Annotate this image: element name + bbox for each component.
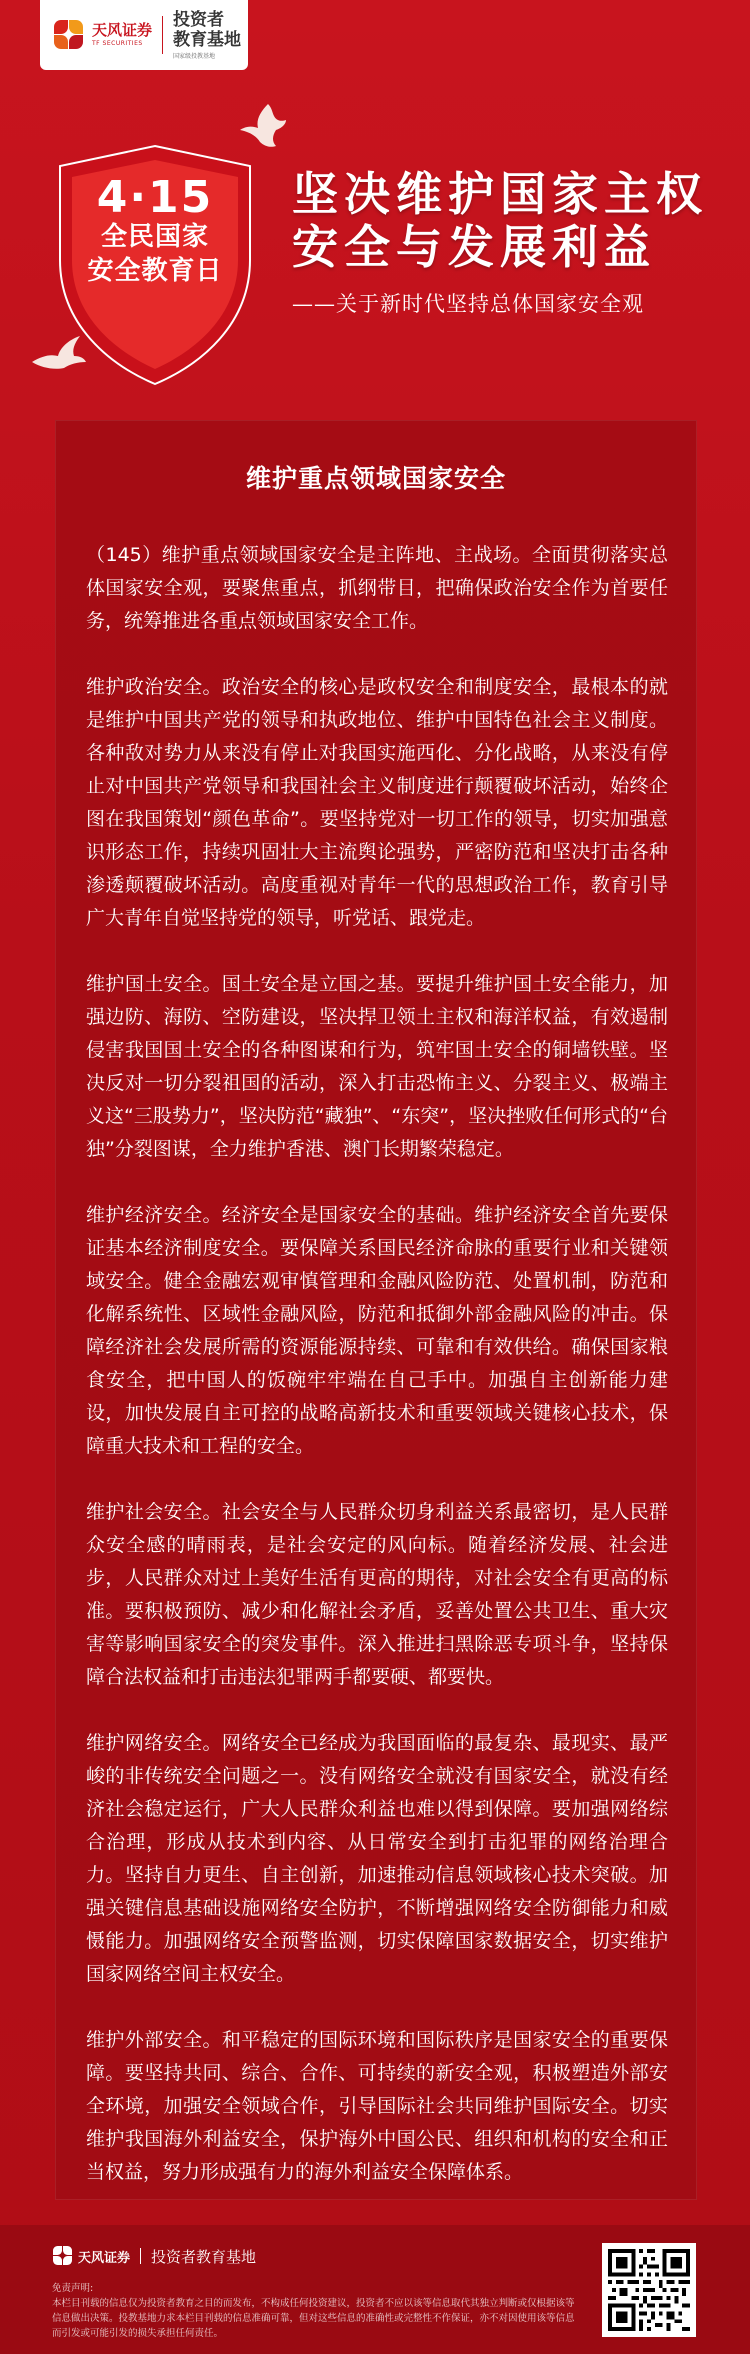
article-paragraph: 维护社会安全。社会安全与人民群众切身利益关系最密切，是人民群众安全感的晴雨表，是社会安定的风向标。随着经济发展、社会进步，人民群众对过上美好生活有更高的期待，对社会安全有更高的标准。要积极预防、减少和化解社会矛盾，妥善处置公共卫生、重大灾害等影响国家安全的突发事件。深入推进扫黑除恶专项斗争，坚持保障合法权益和打击违法犯罪两手都要硬、都要快。	[86, 1501, 668, 1688]
headline-line-1: 坚决维护国家主权	[292, 167, 708, 221]
dove-icon	[238, 102, 288, 154]
brand-name-cn: 天风证券	[92, 21, 153, 39]
page-footer	[0, 2225, 750, 2354]
badge-date: 4·15	[96, 172, 214, 223]
article-paragraph: （145）维护重点领域国家安全是主阵地、主战场。全面贯彻落实总体国家安全观，要聚焦重点，抓纲带目，把确保政治安全作为首要任务，统筹推进各重点领域国家安全工作。	[86, 544, 668, 632]
headline-line-2: 安全与发展利益	[292, 219, 656, 274]
footer-divider	[140, 2248, 141, 2264]
article-panel	[55, 420, 697, 2200]
disclaimer	[52, 2281, 582, 2341]
article-paragraph: 维护经济安全。经济安全是国家安全的基础。维护经济安全首先要保证基本经济制度安全。要保障关系国民经济命脉的重要行业和关键领域安全。健全金融宏观审慎管理和金融风险防范、处置机制，防范和化解系统性、区域性金融风险，防范和抵御外部金融风险的冲击。保障经济社会发展所需的资源能源持续、可靠和有效供给。确保国家粮食安全，把中国人的饭碗牢牢端在自己手中。加强自主创新能力建设，加快发展自主可控的战略高新技术和重要领域关键核心技术，保障重大技术和工程的安全。	[86, 1204, 668, 1457]
badge-line-1: 全民国家	[100, 222, 209, 253]
qr-code-icon	[602, 2243, 696, 2337]
headline-subtitle: ——关于新时代坚持总体国家安全观	[292, 291, 644, 316]
brand-logo	[40, 0, 248, 70]
footer-logo	[52, 2245, 256, 2267]
dove-icon	[30, 332, 88, 372]
article-paragraph: 维护政治安全。政治安全的核心是政权安全和制度安全，最根本的就是维护中国共产党的领导和执政地位、维护中国特色社会主义制度。各种敌对势力从来没有停止对我国实施西化、分化战略，从来没有停止对中国共产党领导和我国社会主义制度进行颠覆破坏活动，始终企图在我国策划“颜色革命”。要坚持党对一切工作的领导，切实加强意识形态工作，持续巩固壮大主流舆论强势，严密防范和坚决打击各种渗透颠覆破坏活动。高度重视对青年一代的思想政治工作，教育引导广大青年自觉坚持党的领导，听党话、跟党走。	[86, 676, 668, 929]
disclaimer-label: 免责声明:	[52, 2283, 94, 2294]
safety-day-badge	[50, 172, 260, 289]
article-paragraph: 维护国土安全。国土安全是立国之基。要提升维护国土安全能力，加强边防、海防、空防建设，坚决捍卫领土主权和海洋权益，有效遏制侵害我国国土安全的各种图谋和行为，筑牢国土安全的铜墙铁壁。坚决反对一切分裂祖国的活动，深入打击恐怖主义、分裂主义、极端主义这“三股势力”，坚决防范“藏独”、“东突”，坚决挫败任何形式的“台独”分裂图谋，全力维护香港、澳门长期繁荣稳定。	[86, 973, 668, 1160]
tf-securities-logo-icon	[52, 2245, 74, 2267]
edu-base-title: 投资者 教育基地	[173, 10, 242, 51]
article-paragraph: 维护网络安全。网络安全已经成为我国面临的最复杂、最现实、最严峻的非传统安全问题之一。没有网络安全就没有国家安全，就没有经济社会稳定运行，广大人民群众利益也难以得到保障。要加强网络综合治理，形成从技术到内容、从日常安全到打击犯罪的网络治理合力。坚持自力更生、自主创新，加速推动信息领域核心技术突破。加强关键信息基础设施网络安全防护，不断增强网络安全防御能力和威慑能力。加强网络安全预警监测，切实保障国家数据安全，切实维护国家网络空间主权安全。	[86, 1732, 668, 1985]
footer-edu-base: 投资者教育基地	[151, 2247, 257, 2266]
footer-brand: 天风证券	[78, 2250, 131, 2266]
brand-name-en: TF SECURITIES	[92, 40, 143, 47]
article-title: 维护重点领域国家安全	[245, 464, 506, 493]
page-headline	[292, 168, 712, 318]
tf-securities-logo-icon	[52, 18, 86, 52]
disclaimer-text: 本栏目刊载的信息仅为投资者教育之目的而发布，不构成任何投资建议，投资者不应以该等信息取代其独立判断或仅根据该等信息做出决策。投教基地力求本栏目刊载的信息准确可靠，但对这些信息的准确性或完整性不作保证，亦不对因使用该等信息而引发或可能引发的损失承担任何责任。	[52, 2298, 575, 2339]
logo-divider	[162, 16, 163, 54]
article-paragraph: 维护外部安全。和平稳定的国际环境和国际秩序是国家安全的重要保障。要坚持共同、综合、合作、可持续的新安全观，积极塑造外部安全环境，加强安全领域合作，引导国际社会共同维护国际安全。切实维护我国海外利益安全，保护海外中国公民、组织和机构的安全和正当权益，努力形成强有力的海外利益安全保障体系。	[86, 2029, 668, 2183]
edu-base-subtitle: 国家级投教基地	[173, 52, 216, 60]
article-body	[56, 539, 696, 2189]
badge-line-2: 安全教育日	[87, 255, 223, 286]
